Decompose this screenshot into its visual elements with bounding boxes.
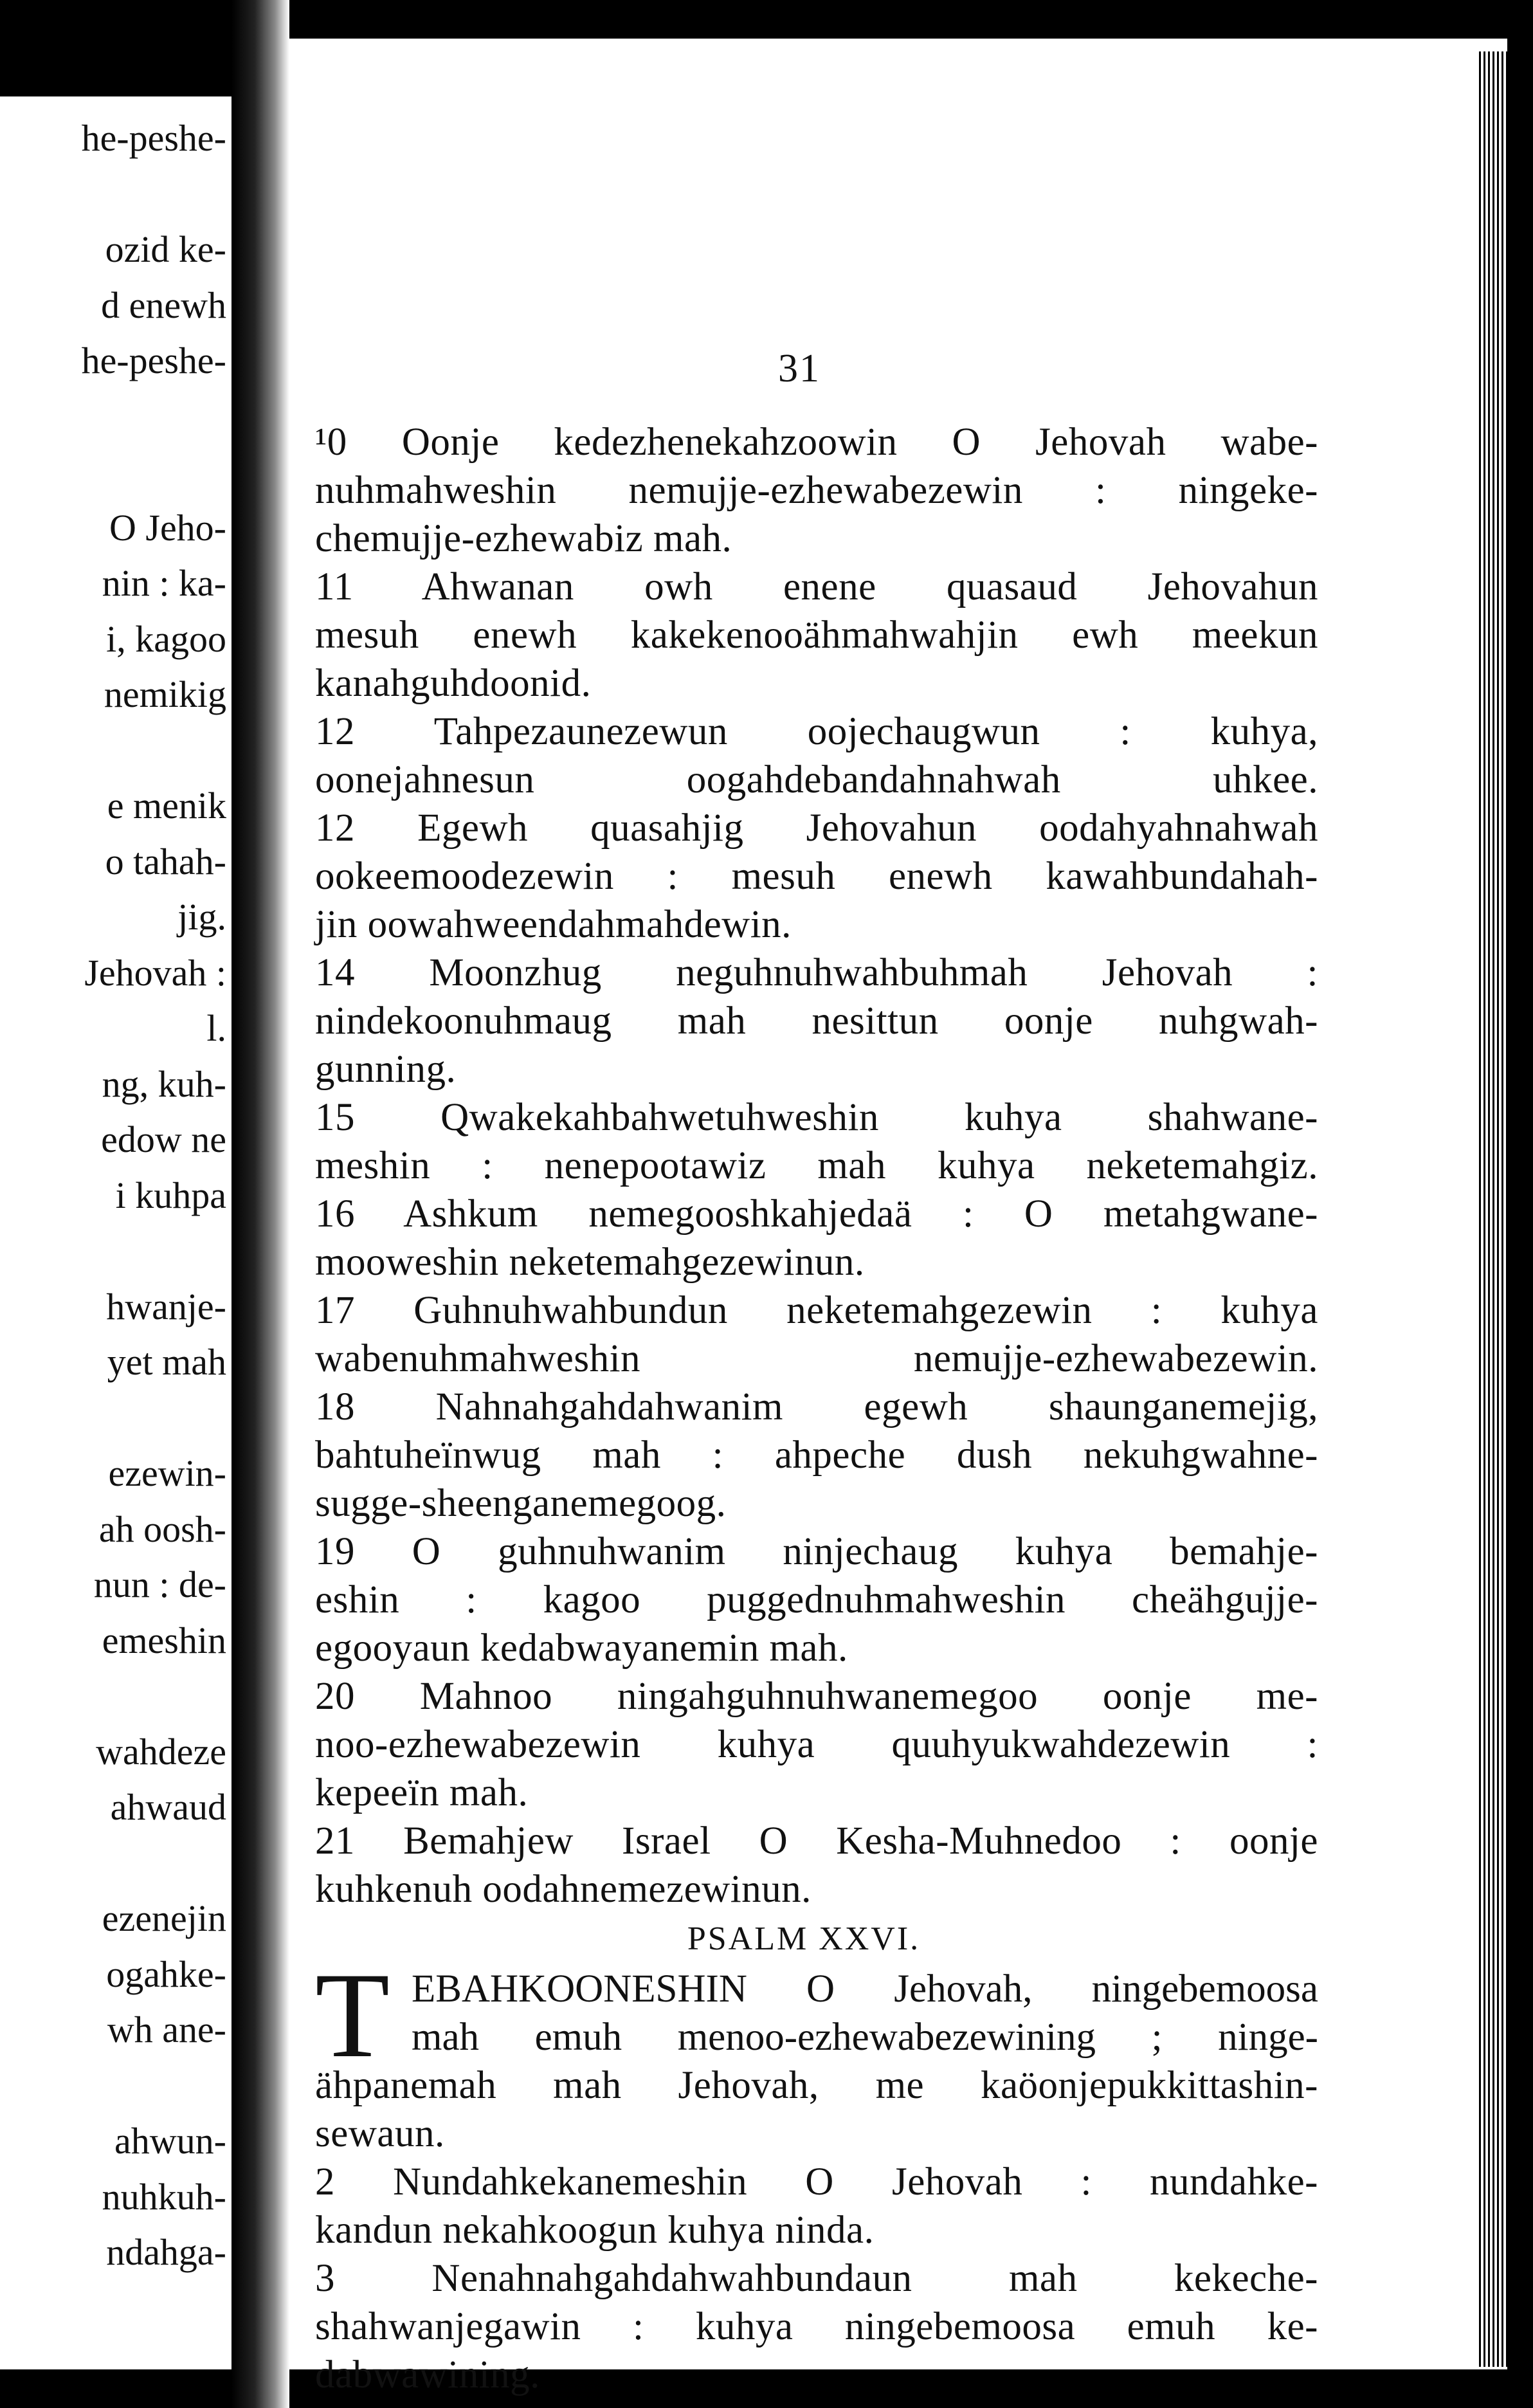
left-page-line: ogahke- — [106, 1953, 226, 1995]
left-page-line: edow ne — [101, 1118, 226, 1160]
text-line: dabwawining. — [315, 2353, 540, 2396]
text-line: mooweshin neketemahgezewinun. — [315, 1241, 865, 1284]
left-page-line: ah oosh- — [98, 1508, 226, 1550]
text-line: 12 Tahpezaunezewun oojechaugwun : kuhya, — [315, 710, 1318, 753]
text-line: gunning. — [315, 1048, 457, 1091]
text-line: 12 Egewh quasahjig Jehovahun oodahyahnahwah — [315, 807, 1318, 850]
left-page-line: i, kagoo — [106, 617, 226, 660]
left-page-line: ozid ke- — [105, 228, 226, 270]
left-page-line: e menik — [107, 785, 226, 826]
psalm-26-verses — [315, 1948, 1318, 2399]
left-page-line: wh ane- — [107, 2009, 226, 2050]
text-line: kuhkenuh oodahnemezewinun. — [315, 1868, 812, 1911]
left-page-line: nin : ka- — [102, 562, 226, 604]
psalm-25-verses — [315, 418, 1318, 1913]
text-line: chemujje-ezhewabiz mah. — [315, 517, 732, 560]
text-line: nuhmahweshin nemujje-ezhewabezewin : ningeke- — [315, 469, 1318, 512]
text-line: kanahguhdoonid. — [315, 662, 592, 705]
text-line: 15 Qwakekahbahwetuhweshin kuhya shahwane- — [315, 1096, 1318, 1139]
text-line: noo-ezhewabezewin kuhya quuhyukwahdezewin : — [315, 1723, 1318, 1766]
text-line: meshin : nenepootawiz mah kuhya neketemahgiz. — [315, 1144, 1318, 1187]
left-page-line: ezenejin — [102, 1897, 226, 1939]
dropcap-paragraph — [315, 1948, 1318, 2083]
text-line: 14 Moonzhug neguhnuhwahbuhmah Jehovah : — [315, 951, 1318, 994]
text-line: 16 Ashkum nemegooshkahjedaä : O metahgwane- — [315, 1192, 1318, 1236]
text-line: ookeemoodezewin : mesuh enewh kawahbundahah- — [315, 855, 1318, 898]
left-page-line: o tahah- — [105, 840, 226, 882]
left-page-line: ng, kuh- — [102, 1063, 226, 1105]
text-line: oonejahnesun oogahdebandahnahwah uhkee. — [315, 758, 1318, 801]
scan-border-corner — [0, 0, 231, 96]
text-line: 2 Nundahkekanemeshin O Jehovah : nundahke- — [315, 2160, 1318, 2203]
text-line: 11 Ahwanan owh enene quasaud Jehovahun — [315, 565, 1318, 608]
text-line: mesuh enewh kakekenooähmahwahjin ewh meekun — [315, 614, 1318, 657]
left-page-line: hwanje- — [106, 1285, 226, 1327]
left-page-line: emeshin — [102, 1619, 226, 1661]
text-line: ¹0 Oonje kedezhenekahzoowin O Jehovah wabe- — [315, 421, 1318, 464]
left-page-line: he-peshe- — [81, 117, 226, 159]
text-line: 19 O guhnuhwanim ninjechaug kuhya bemahje- — [315, 1530, 1318, 1573]
text-line: mah emuh menoo-ezhewabezewining ; ninge- — [412, 2016, 1318, 2059]
text-line: jin oowahweendahmahdewin. — [315, 903, 792, 946]
left-page-line: Jehovah : — [84, 951, 226, 994]
text-line: 20 Mahnoo ningahguhnuhwanemegoo oonje me- — [315, 1675, 1318, 1718]
text-line: 21 Bemahjew Israel O Kesha-Muhnedoo : oonje — [315, 1820, 1318, 1863]
drop-cap-letter: T — [315, 1948, 390, 2083]
page-body — [315, 418, 1318, 2399]
left-facing-page — [0, 96, 231, 2373]
left-page-line: d enewh — [101, 284, 226, 326]
text-line: nindekoonuhmaug mah nesittun oonje nuhgwah- — [315, 999, 1318, 1043]
left-page-line: l. — [206, 1007, 226, 1049]
left-page-line: he-peshe- — [81, 340, 226, 381]
left-page-line: ezewin- — [108, 1452, 226, 1494]
left-page-line: nun : de- — [93, 1564, 226, 1605]
left-page-line: yet mah — [107, 1341, 226, 1383]
text-line: 17 Guhnuhwahbundun neketemahgezewin : kuhya — [315, 1289, 1318, 1332]
text-line: ähpanemah mah Jehovah, me kaöonjepukkittashin- — [315, 2064, 1318, 2107]
left-page-line: O Jeho- — [109, 506, 226, 549]
scan-border-right — [1507, 0, 1533, 2408]
text-line: egooyaun kedabwayanemin mah. — [315, 1627, 848, 1670]
text-line: sugge-sheenganemegoog. — [315, 1482, 727, 1525]
left-page-line: ndahga- — [106, 2231, 226, 2273]
text-line: wabenuhmahweshin nemujje-ezhewabezewin. — [315, 1337, 1318, 1380]
page-number: 31 — [778, 347, 821, 390]
page-fore-edge — [1479, 51, 1507, 2367]
text-line: kandun nekahkoogun kuhya ninda. — [315, 2209, 875, 2252]
text-line: EBAHKOONESHIN O Jehovah, ningebemoosa — [412, 1967, 1318, 2011]
left-page-line: jig. — [177, 896, 226, 938]
text-line: sewaun. — [315, 2112, 445, 2155]
text-line: bahtuheïnwug mah : ahpeche dush nekuhgwahne- — [315, 1434, 1318, 1477]
text-line: 18 Nahnahgahdahwanim egewh shaunganemejig, — [315, 1385, 1318, 1428]
left-page-line: i kuhpa — [115, 1174, 226, 1216]
text-line: shahwanjegawin : kuhya ningebemoosa emuh ke- — [315, 2305, 1318, 2348]
text-line: eshin : kagoo puggednuhmahweshin cheähgujje- — [315, 1578, 1318, 1621]
left-page-line: ahwun- — [114, 2120, 226, 2162]
left-page-line: ahwaud — [110, 1786, 226, 1828]
psalm-heading: PSALM XXVI. — [687, 1920, 921, 1957]
left-page-line: wahdeze — [96, 1730, 226, 1773]
text-line: kepeeïn mah. — [315, 1771, 529, 1814]
book-gutter — [231, 0, 289, 2408]
left-page-line: nemikig — [104, 673, 226, 715]
text-line: 3 Nenahnahgahdahwahbundaun mah kekeche- — [315, 2257, 1318, 2300]
left-page-line: nuhkuh- — [102, 2175, 226, 2218]
